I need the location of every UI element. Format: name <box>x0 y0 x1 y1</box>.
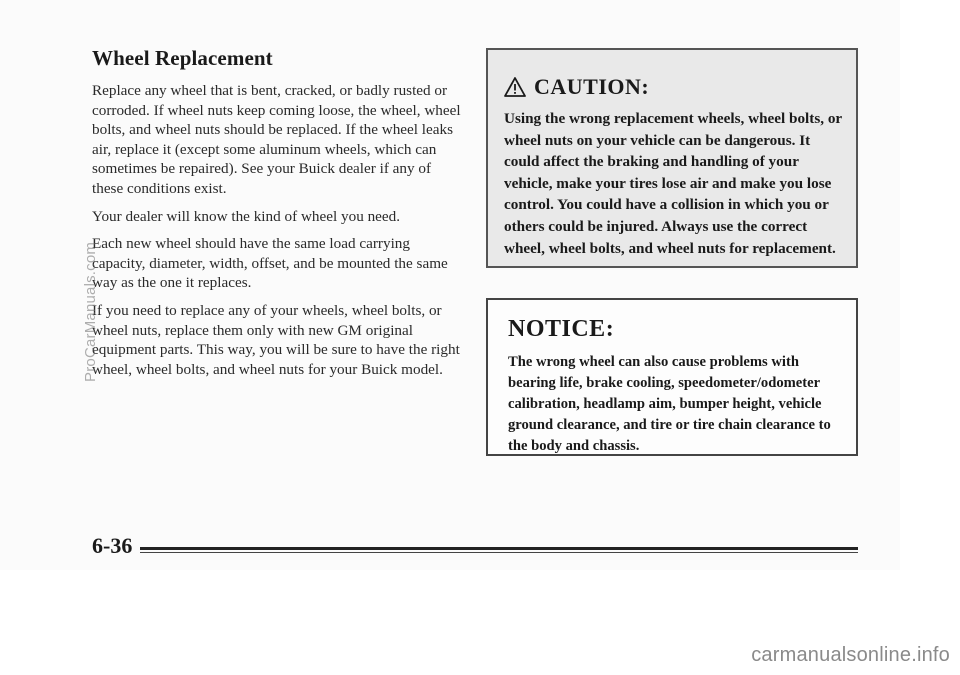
paragraph-dealer-knows: Your dealer will know the kind of wheel you need. <box>92 207 401 225</box>
caution-text: Using the wrong replacement wheels, wheel bolts, or wheel nuts on your vehicle can be dangerous. It could affect the braking and handling of your vehicle, make your tires lose air and make you lose control. You could have a collision in which you or others could be injured. Always use the correct wheel, wheel bolts, and wheel nuts for replacement. <box>504 110 842 257</box>
caution-heading <box>504 74 649 100</box>
side-watermark: ProCarManuals.com <box>82 241 99 382</box>
caution-title: CAUTION: <box>534 74 650 99</box>
section-heading: Wheel Replacement <box>92 46 273 70</box>
footer-rule-thin <box>140 552 858 553</box>
bottom-watermark: carmanualsonline.info <box>751 644 950 666</box>
notice-text: The wrong wheel can also cause problems with bearing life, brake cooling, speedometer/odometer calibration, headlamp aim, bumper height, vehicle ground clearance, and tire or tire chain clearance to the body and chassis. <box>508 354 831 454</box>
paragraph-new-wheel-specs: Each new wheel should have the same load carrying capacity, diameter, width, offset, and be mounted the same way as the one it replaces. <box>92 235 448 292</box>
page-number: 6-36 <box>92 533 133 558</box>
notice-box <box>486 298 858 456</box>
page-footer <box>92 533 860 557</box>
footer-rule <box>140 547 858 550</box>
warning-triangle-icon <box>504 77 526 97</box>
caution-box <box>486 48 858 268</box>
paragraph-replace-wheel: Replace any wheel that is bent, cracked, or badly rusted or corroded. If wheel nuts keep coming loose, the wheel, wheel bolts, and wheel nuts should be replaced. If the wheel leaks air, replace it (except some aluminum wheels, which can sometimes be repaired). See your Buick dealer if any of these conditions exist. <box>92 82 461 197</box>
left-column <box>92 46 464 387</box>
notice-title: NOTICE: <box>508 316 615 342</box>
paragraph-gm-parts: If you need to replace any of your wheels, wheel bolts, or wheel nuts, replace them only with new GM original equipment parts. This way, you will be sure to have the right wheel, wheel bolts, and wheel nuts for your Buick model. <box>92 301 460 378</box>
